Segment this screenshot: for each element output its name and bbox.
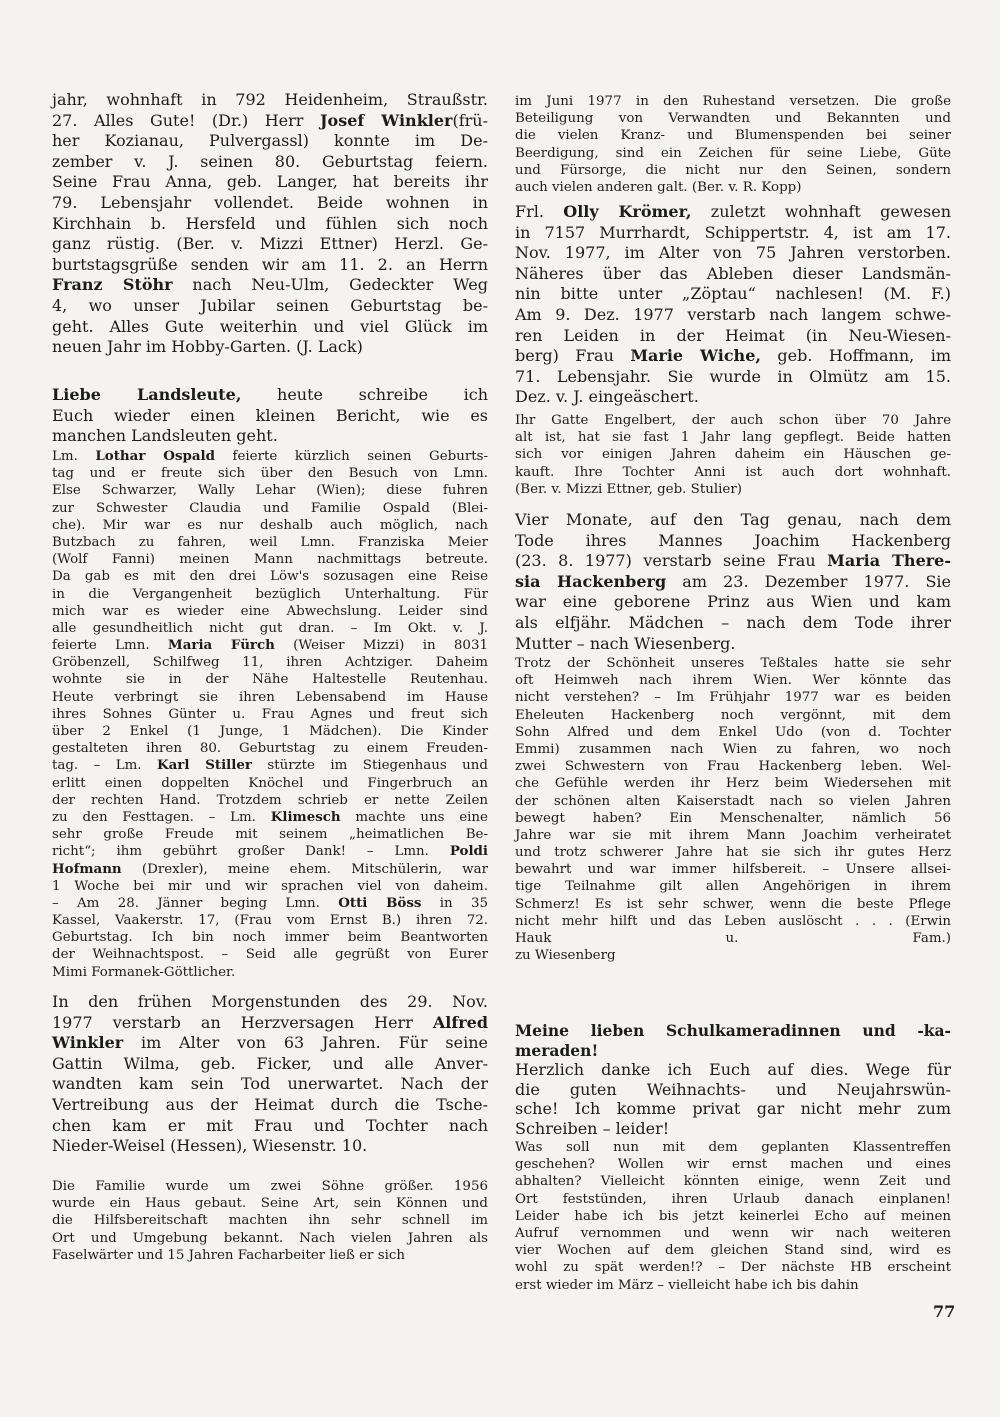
text-line: che Gefühle werden ihr Herz beim Wiedersehen mit [515,776,951,792]
text-line: über 2 Enkel (1 Junge, 1 Mädchen). Die Kinder [52,724,488,739]
text-line: Frl. Olly Krömer, zuletzt wohnhaft gewesen [515,202,951,221]
text-line: und Fürsorge, die nicht nur den Seinen, sondern [515,162,951,178]
text-line: Schreiben – leider! [515,1118,670,1138]
text-line: Trotz der Schönheit unseres Teßtales hatte sie sehr [515,656,951,671]
text-line: zu den Festtagen. – Lm. Klimesch machte uns eine [52,808,488,825]
text-line: Eheleuten Hackenberg noch vergönnt, mit dem [515,707,951,723]
text-line: und trotz schwerer Jahre hat sie sich ihr gutes Herz [515,845,951,861]
bold-name: Maria Fürch [167,637,275,654]
text-line: der schönen alten Kaiserstadt nach so vielen Jahren [515,793,951,809]
text-line: alle gesundheitlich nicht gut dran. – Im Okt. v. J. [52,620,488,636]
text-line: feierte Lmn. Maria Fürch (Weiser Mizzi) in 8031 [52,637,488,654]
paragraph-alfred-winkler [52,992,488,1157]
text-line: Seine Frau Anna, geb. Langer, hat bereits ihr [52,172,488,192]
text-line: her Kozianau, Pulvergassl) konnte im De- [52,131,488,151]
text-line: Nieder-Weisel (Hessen), Wiesenstr. 10. [52,1136,368,1156]
text-line: Schmerz! Es ist sehr schwer, wenn die beste Pflege [515,896,951,912]
text-line: Heute verbringt sie ihren Lebensabend im Hause [52,689,488,705]
text-line: Vier Monate, auf den Tag genau, nach dem [515,510,951,529]
text-line: Beteiligung von Verwandten und Bekannten und [515,111,951,127]
section-heading-schulkameraden [515,1021,951,1060]
text-line: zur Schwester Claudia und Familie Ospald (Blei- [52,500,488,516]
text-line: richt“; ihm gebührt großer Dank! – Lmn. Poldi [52,843,488,860]
text-line: 1 Woche bei mir und wir sprachen viel von daheim. [52,878,488,894]
text-line: bewahrt und war immer hilfsbereit. – Unsere allsei- [515,862,951,878]
bold-name: Karl Stiller [156,757,252,774]
paragraph-dank [515,1060,951,1138]
text-line: in die Vergangenheit bezüglich Unterhaltung. Für [52,586,488,602]
text-line: Jahre war sie mit ihrem Mann Joachim verheiratet [515,827,951,843]
text-line: kauft. Ihre Tochter Anni ist auch dort wohnhaft. [515,464,951,480]
text-line: Faselwärter und 15 Jahren Facharbeiter ließ er sich [52,1247,405,1263]
text-line: abhalten? Vielleicht könnten einige, wenn Zeit und [515,1174,951,1190]
text-line: ganz rüstig. (Ber. v. Mizzi Ettner) Herzl. Ge- [52,234,488,254]
text-line: burtstagsgrüße senden wir am 11. 2. an Herrn [52,254,488,274]
text-line: Beerdigung, sind ein Zeichen für seine Liebe, Güte [515,145,951,161]
text-line: zember v. J. seinen 80. Geburtstag feiern. [52,151,488,171]
bold-name: Poldi [449,843,488,860]
text-line: wohl zu spät werden!? – Der nächste HB erscheint [515,1260,951,1276]
text-line: bewegt haben? Ein Menschenalter, nämlich 56 [515,810,951,826]
text-line: Herzlich danke ich Euch auf dies. Wege für [515,1060,951,1079]
paragraph-liebe-landsleute [52,385,488,447]
text-line: Euch wieder einen kleinen Bericht, wie es [52,405,488,425]
text-line: Was soll nun mit dem geplanten Klassentreffen [515,1140,951,1155]
bold-name: Maria There- [827,551,951,571]
text-line: geht. Alles Gute weiterhin und viel Glück im [52,316,488,336]
bold-name: Franz Stöhr [52,275,173,295]
text-line: sich vor einigen Jahren daheim ein Häuschen ge- [515,447,951,463]
text-line: Gattin Wilma, geb. Ficker, und alle Anver- [52,1053,488,1073]
text-line: Geburtstag. Ich bin noch immer beim Beantworten [52,930,488,946]
text-line: wurde ein Haus gebaut. Seine Art, sein Können und [52,1196,488,1212]
paragraph-hackenberg [515,510,951,654]
bold-name: Marie Wiche, [630,346,761,366]
text-line: Ihr Gatte Engelbert, der auch schon über 70 Jahre [515,413,951,428]
text-line: im Juni 1977 in den Ruhestand versetzen. Die große [515,94,951,109]
text-line: wohnte sie in der Nähe Haltestelle Reutenhau. [52,672,488,688]
text-line: geschehen? Wollen wir ernst machen und eines [515,1157,951,1173]
text-line: Butzbach zu fahren, weil Lmn. Franziska Meier [52,534,488,550]
text-line: Kassel, Vaakerstr. 17, (Frau vom Ernst B.) ihren 72. [52,913,488,929]
text-line: Da gab es mit den drei Löw's sozusagen eine Reise [52,569,488,585]
text-line: meraden! [515,1040,599,1060]
text-line: chen kam er mit Frau und Tochter nach [52,1115,488,1135]
text-line: Winkler im Alter von 63 Jahren. Für seine [52,1033,488,1053]
bold-name: Klimesch [270,808,341,825]
paragraph-hackenberg-detail [515,655,951,964]
text-line: der Weihnachtspost. – Seid alle gegrüßt von Eurer [52,947,488,963]
text-line: Gröbenzell, Schilfweg 11, ihren Achtziger. Daheim [52,655,488,671]
text-line: Else Schwarzer, Wally Lehar (Wien); diese fuhren [52,483,488,499]
text-line: als elfjähr. Mädchen – nach dem Tode ihrer [515,612,951,632]
text-line: Lm. Lothar Ospald feierte kürzlich seinen Geburts- [52,448,489,464]
text-line: Näheres über das Ableben dieser Landsmän- [515,263,951,283]
text-line: che). Mir war es nur deshalb auch möglich, nach [52,517,488,533]
text-line: Sohn Alfred und dem Enkel Udo (von d. Tochter [515,724,951,740]
text-line: Franz Stöhr nach Neu-Ulm, Gedeckter Weg [52,275,488,295]
text-line: Hauk u. Fam.) [515,931,951,946]
paragraph-klassentreffen [515,1139,951,1294]
bold-name: Hofmann [52,860,122,877]
text-line: vier Wochen auf dem gleichen Stand sind, wird es [515,1243,951,1259]
bold-name: Liebe Landsleute, [52,385,242,404]
bold-name: Olly Krömer, [563,202,692,221]
paragraph-olly-kroemer [515,202,951,408]
text-line: In den frühen Morgenstunden des 29. Nov. [52,992,488,1011]
text-line: 71. Lebensjahr. Sie wurde in Olmütz am 15. [515,366,951,386]
text-line: sehr große Freude mit seinem „heimatlichen Be- [52,827,488,843]
text-line: (Ber. v. Mizzi Ettner, geb. Stulier) [515,481,742,497]
text-line: zu Wiesenberg [515,948,616,964]
text-line: Meine lieben Schulkameradinnen und -ka- [515,1021,951,1040]
text-line: die vielen Kranz- und Blumenspenden bei seiner [515,128,951,144]
paragraph-engelbert [515,412,951,498]
text-line: Hofmann (Drexler), meine ehem. Mitschülerin, war [52,860,488,877]
text-line: oft Heimweh nach ihrem Wien. Wer könnte das [515,673,951,689]
text-line: Tode ihres Mannes Joachim Hackenberg [515,530,951,550]
text-line: tige Teilnahme gilt allen Angehörigen in ihrem [515,879,951,895]
text-line: war eine geborene Prinz aus Wien und kam [515,592,951,612]
text-line: 79. Lebensjahr vollendet. Beide wohnen in [52,192,488,212]
text-line: manchen Landsleuten geht. [52,426,278,446]
text-line: erst wieder im März – vielleicht habe ich bis dahin [515,1277,859,1293]
bold-name: Alfred [432,1012,488,1032]
text-line: (Wolf Fanni) meinen Mann nachmittags betreute. [52,552,488,568]
text-line: auch vielen anderen galt. (Ber. v. R. Kopp) [515,179,802,195]
text-line: tag. – Lm. Karl Stiller stürzte im Stiegenhaus und [52,757,488,774]
text-line: ren Leiden in der Heimat (in Neu-Wiesen- [515,325,951,345]
text-line: Nov. 1977, im Alter von 75 Jahren verstorben. [515,243,951,263]
text-line: zwei Schwestern von Frau Hackenberg leben. Wel- [515,759,951,775]
text-line: erlitt einen doppelten Knöchel und Fingerbruch an [52,775,488,791]
text-line: Am 9. Dez. 1977 verstarb nach langem schwe- [515,304,951,324]
bold-name: Otti Böss [338,894,422,911]
text-line: gestalteten ihren 80. Geburtstag zu einem Freuden- [52,741,488,757]
text-line: nicht verstehen? – Im Frühjahr 1977 war es beiden [515,690,951,706]
text-line: Ort feststünden, ihren Urlaub danach einplanen! [515,1191,951,1207]
paragraph-report [52,448,488,981]
bold-name: sia Hackenberg [515,571,667,591]
text-line: Mutter – nach Wiesenberg. [515,633,736,653]
text-line: die guten Weihnachts- und Neujahrswün- [515,1079,951,1099]
text-line: in 7157 Murrhardt, Schippertstr. 4, ist am 17. [515,222,951,242]
text-line: alt ist, hat sie fast 1 Jahr lang gepflegt. Beide hatten [515,430,951,446]
paragraph-ruhestand [515,93,951,196]
text-line: berg) Frau Marie Wiche, geb. Hoffmann, im [515,346,951,366]
page-number: 77 [933,1302,956,1321]
bold-name: Josef Winkler [319,110,453,130]
text-line: Leider habe ich bis jetzt keinerlei Echo auf meinen [515,1208,951,1224]
text-line: Aufruf vernommen und wenn wir nach weiteren [515,1225,951,1241]
bold-name: Winkler [52,1033,124,1053]
text-line: 27. Alles Gute! (Dr.) Herr Josef Winkler(frü- [52,110,488,130]
paragraph-birthdays [52,90,488,358]
text-line: Die Familie wurde um zwei Söhne größer. 1956 [52,1179,488,1194]
text-line: Mimi Formanek-Göttlicher. [52,964,236,980]
text-line: mich war es wieder eine Abwechslung. Leider sind [52,603,488,619]
text-line: nicht mehr hilft und das Leben auslöscht . . . (Erwin [515,913,951,929]
text-line: Vertreibung aus der Heimat durch die Tsche- [52,1094,488,1114]
text-line: Dez. v. J. eingeäschert. [515,387,699,407]
text-line: wandten kam sein Tod unerwartet. Nach der [52,1074,488,1094]
text-line: (23. 8. 1977) verstarb seine Frau Maria There- [515,551,951,571]
text-line: 4, wo unser Jubilar seinen Geburtstag be- [52,295,488,315]
text-line: Ort und Umgebung bekannt. Nach vielen Jahren als [52,1230,488,1246]
text-line: Liebe Landsleute, heute schreibe ich [52,385,488,404]
text-line: sche! Ich komme privat gar nicht mehr zum [515,1099,951,1118]
paragraph-familie [52,1178,488,1264]
text-line: nin bitte unter „Zöptau“ nachlesen! (M. F.) [515,284,951,304]
text-line: neuen Jahr im Hobby-Garten. (J. Lack) [52,337,363,357]
text-line: – Am 28. Jänner beging Lmn. Otti Böss in 35 [52,894,488,911]
text-line: ihres Sohnes Günter u. Frau Agnes und freut sich [52,706,488,722]
text-line: die Hilfsbereitschaft machten ihn sehr schnell im [52,1213,488,1229]
text-line: jahr, wohnhaft in 792 Heidenheim, Straußstr. [52,90,488,109]
text-line: 1977 verstarb an Herzversagen Herr Alfred [52,1012,488,1032]
text-line: sia Hackenberg am 23. Dezember 1977. Sie [515,571,951,591]
bold-name: Lothar Ospald [95,448,215,464]
text-line: tag und er freute sich über den Besuch von Lmn. [52,466,488,482]
text-line: Kirchhain b. Hersfeld und fühlen sich noch [52,213,488,233]
text-line: der rechten Hand. Trotzdem schrieb er nette Zeilen [52,792,488,808]
text-line: Emmi) zusammen nach Wien zu fahren, wo noch [515,741,951,757]
